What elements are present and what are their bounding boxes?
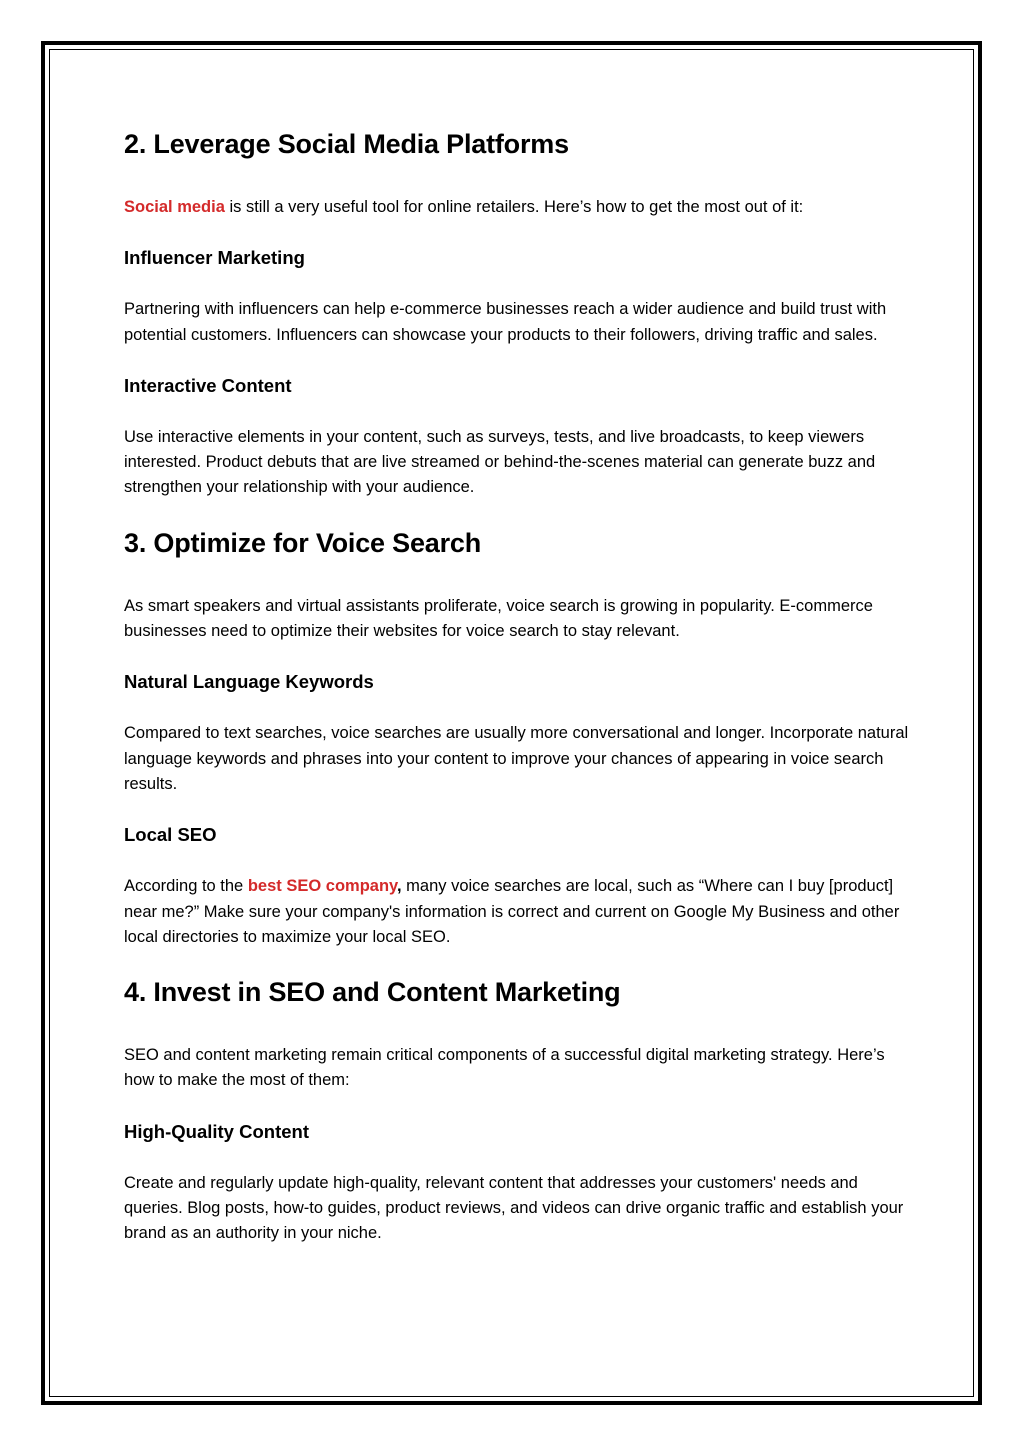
subheading-interactive-content: Interactive Content	[124, 374, 292, 396]
section-intro	[124, 195, 914, 220]
subheading-high-quality-content: High-Quality Content	[124, 1120, 309, 1142]
local-seo-text-after: many voice searches are local, such as “Where can I buy [product] near me?” Make sure your company's information is correct and current on Google My Business and other local directories to maximize your local SEO.	[124, 877, 900, 946]
local-seo-comma: ,	[396, 877, 402, 896]
section-heading: 4. Invest in SEO and Content Marketing	[124, 977, 621, 1008]
paragraph-local-seo	[124, 874, 914, 950]
subheading-influencer-marketing: Influencer Marketing	[124, 247, 305, 269]
best-seo-company-link[interactable]: best SEO company	[247, 877, 397, 896]
paragraph-natural-language-keywords: Compared to text searches, voice searches are usually more conversational and longer. Incorporate natural language keywords and phrases into your content to improve your chances of appearing in voice search results.	[124, 724, 909, 793]
section-intro: As smart speakers and virtual assistants proliferate, voice search is growing in popularity. E-commerce businesses need to optimize their websites for voice search to stay relevant.	[124, 596, 873, 641]
section-voice-search	[124, 527, 914, 950]
paragraph-high-quality-content: Create and regularly update high-quality, relevant content that addresses your customers' needs and queries. Blog posts, how-to guides, product reviews, and videos can drive organic traffic and establish your brand as an authority in your niche.	[124, 1173, 904, 1243]
section-heading: 3. Optimize for Voice Search	[124, 527, 482, 558]
subheading-local-seo: Local SEO	[124, 824, 217, 846]
paragraph-interactive-content: Use interactive elements in your content, such as surveys, tests, and live broadcasts, to keep viewers interested. Product debuts that are live streamed or behind-the-scenes material can generate buzz and strengthen your relationship with your audience.	[124, 427, 876, 497]
section-heading: 2. Leverage Social Media Platforms	[124, 129, 569, 159]
section-intro: SEO and content marketing remain critical components of a successful digital marketing strategy. Here’s how to make the most of them:	[124, 1046, 885, 1090]
intro-text: is still a very useful tool for online retailers. Here’s how to get the most out of it:	[224, 198, 804, 216]
social-media-link[interactable]: Social media	[124, 198, 225, 216]
section-social-media	[124, 128, 914, 501]
subheading-natural-language-keywords: Natural Language Keywords	[124, 671, 374, 693]
local-seo-text-before: According to the	[124, 877, 248, 896]
document-body	[124, 128, 914, 1273]
paragraph-influencer-marketing: Partnering with influencers can help e-commerce businesses reach a wider audience and build trust with potential customers. Influencers can showcase your products to their followers, driving traffic and sales.	[124, 300, 887, 344]
section-seo-content-marketing	[124, 976, 914, 1246]
